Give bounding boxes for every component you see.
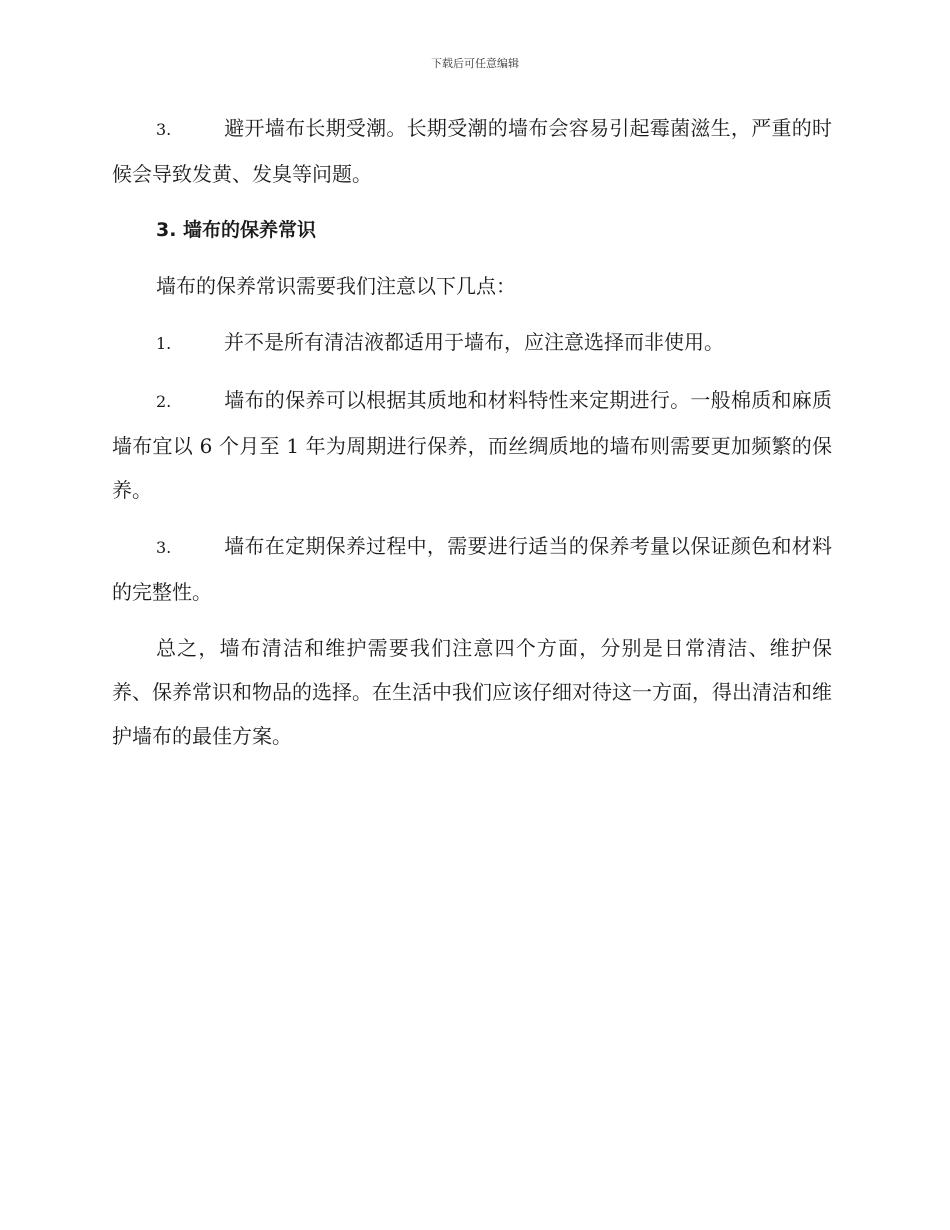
list-number: 3. [156,538,172,557]
conclusion-paragraph: 总之，墙布清洁和维护需要我们注意四个方面，分别是日常清洁、维护保养、保养常识和物品的选择。在生活中我们应该仔细对待这一方面，得出清洁和维护墙布的最佳方案。 [112,636,832,748]
list-number: 1. [156,334,172,353]
list-item-text: 墙布的保养可以根据其质地和材料特性来定期进行。一般棉质和麻质墙布宜以 6 个月至 1 年为周期进行保养，而丝绸质地的墙布则需要更加频繁的保养。 [112,388,832,502]
list-number: 3. [156,120,172,139]
list-item [112,320,832,366]
document-body [112,106,832,770]
page-header: 下载后可任意编辑 [431,57,519,70]
list-number: 2. [156,392,172,411]
list-item-text: 墙布在定期保养过程中，需要进行适当的保养考量以保证颜色和材料的完整性。 [112,534,832,604]
section-heading: 3. 墙布的保养常识 [156,219,317,241]
list-item-text: 避开墙布长期受潮。长期受潮的墙布会容易引起霉菌滋生，严重的时候会导致发黄、发臭等问题。 [112,116,832,186]
list-item [112,378,832,512]
list-item [112,524,832,614]
list-item-text: 并不是所有清洁液都适用于墙布，应注意选择而非使用。 [224,330,724,354]
section-intro: 墙布的保养常识需要我们注意以下几点： [156,274,516,298]
list-item-avoid-moisture [112,106,832,196]
